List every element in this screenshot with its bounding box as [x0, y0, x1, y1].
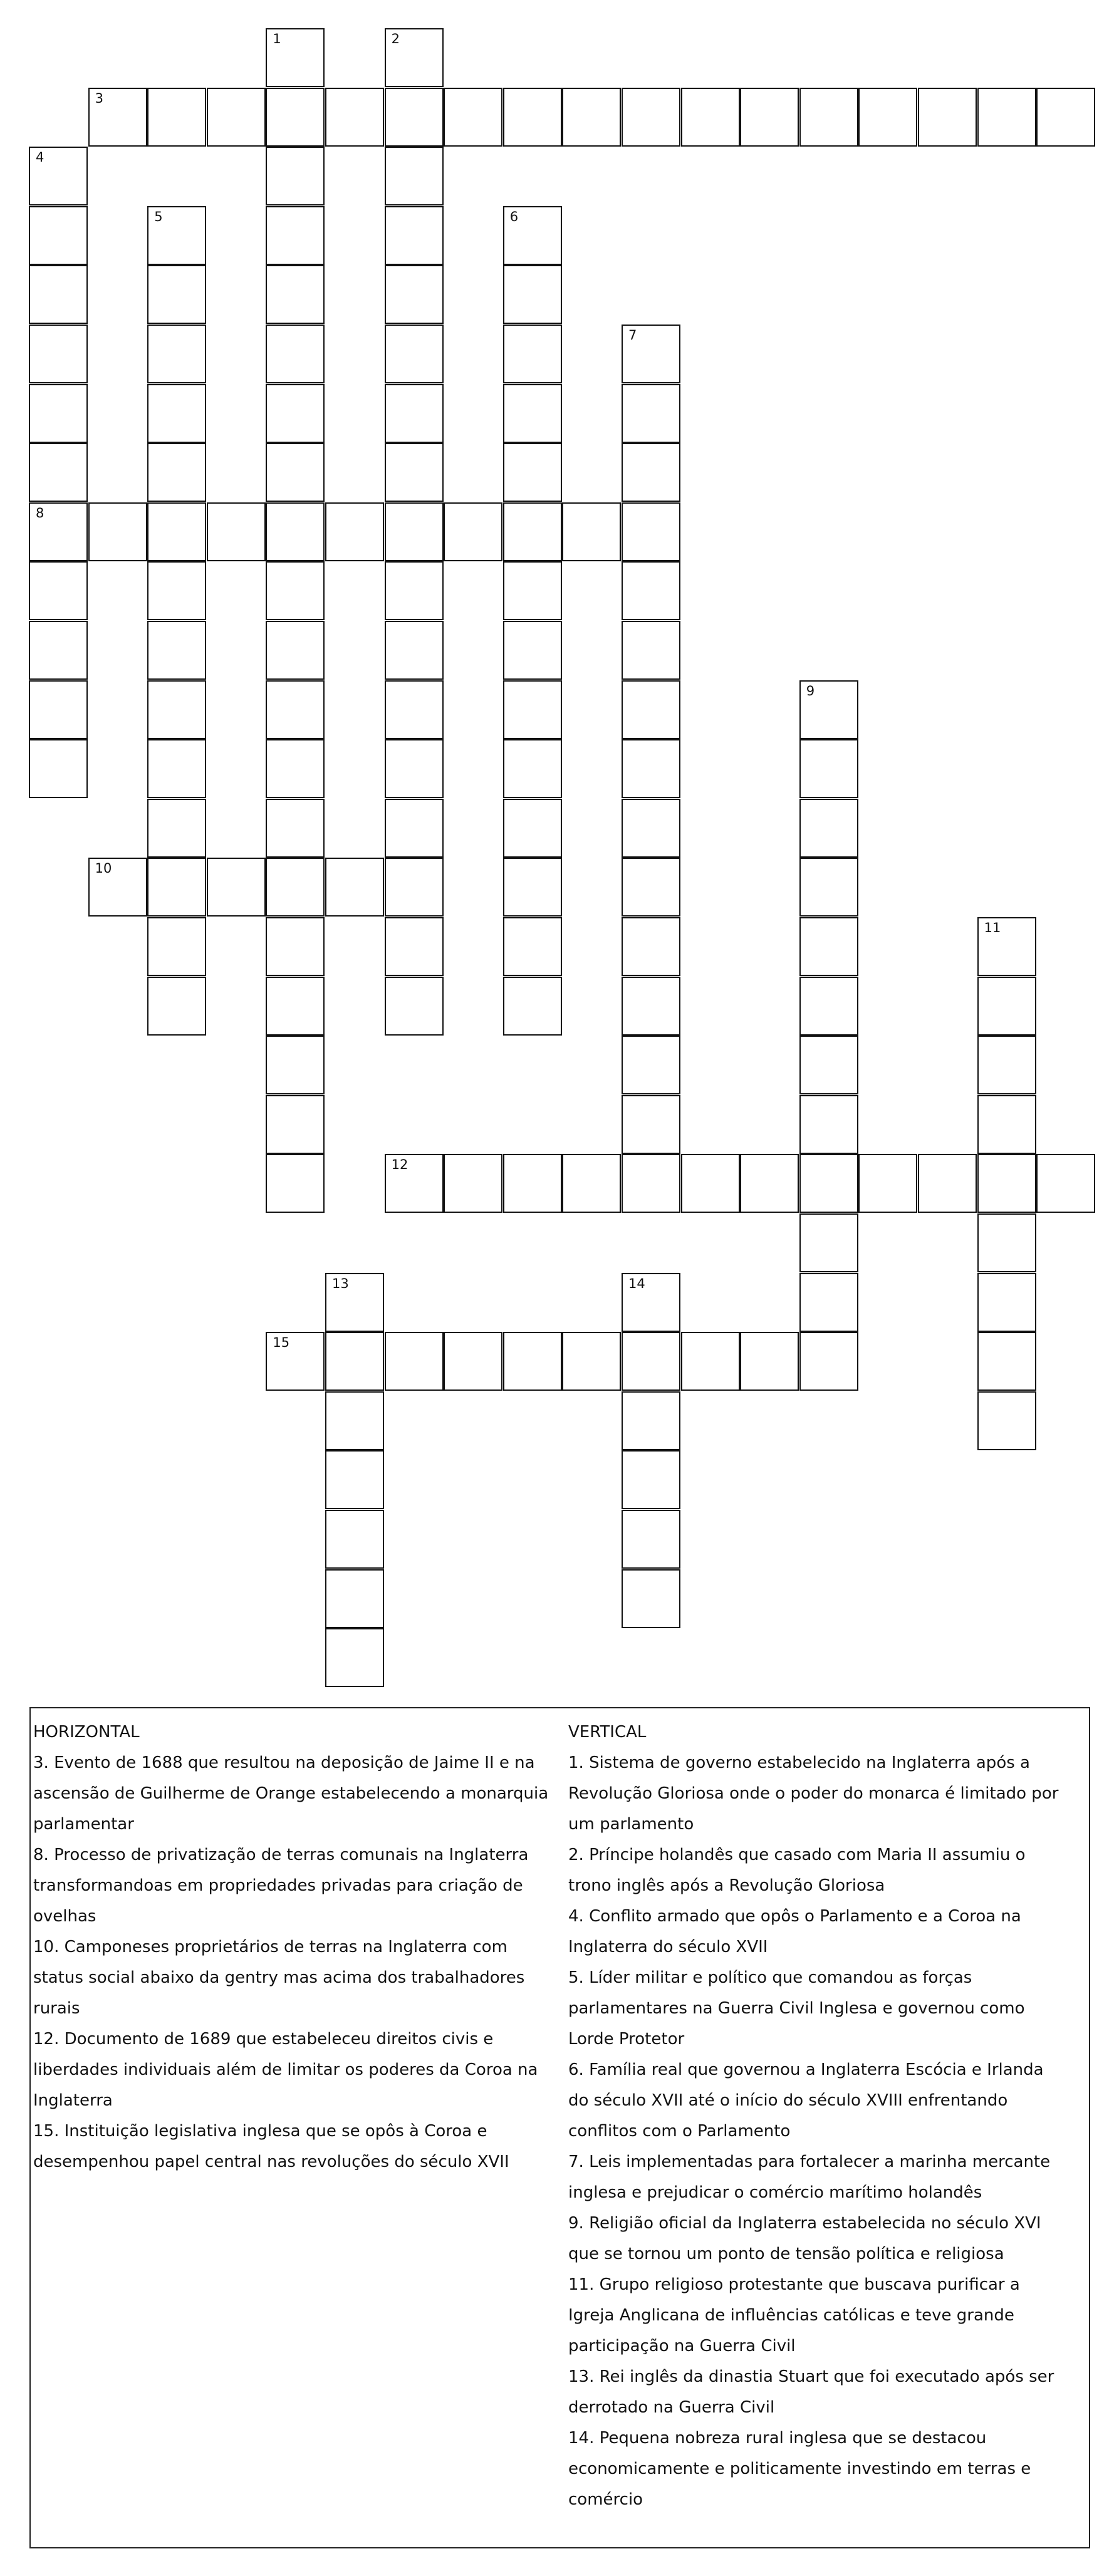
horizontal-clue-list	[33, 1748, 560, 2178]
clue-number: 2	[391, 31, 400, 46]
grid-cell[interactable]	[266, 443, 325, 502]
grid-cell[interactable]	[266, 206, 325, 265]
grid-cell[interactable]	[29, 502, 88, 561]
grid-cell[interactable]	[266, 1095, 325, 1154]
grid-cell[interactable]	[799, 1036, 858, 1094]
vertical-clue-line: Inglaterra do século XVII	[568, 1938, 768, 1956]
vertical-clue-line: comércio	[568, 2490, 643, 2509]
grid-cell[interactable]	[147, 265, 206, 324]
grid-cell[interactable]	[622, 502, 680, 561]
grid-cell[interactable]	[799, 88, 858, 147]
grid-cell[interactable]	[266, 1154, 325, 1213]
grid-cell[interactable]	[503, 265, 562, 324]
grid-cell[interactable]	[918, 1154, 977, 1213]
grid-cell[interactable]	[266, 1036, 325, 1094]
grid-cell[interactable]	[266, 265, 325, 324]
grid-cell[interactable]	[562, 88, 621, 147]
grid-cell[interactable]	[622, 1154, 680, 1213]
vertical-clue-line: que se tornou um ponto de tensão política e religiosa	[568, 2245, 1004, 2263]
grid-cell[interactable]	[385, 502, 444, 561]
grid-cell[interactable]	[385, 799, 444, 858]
grid-cell[interactable]	[385, 325, 444, 383]
horizontal-clue-line: desempenhou papel central nas revoluções do século XVII	[33, 2153, 509, 2171]
vertical-clue-line: economicamente e politicamente investindo em terras e	[568, 2459, 1031, 2478]
grid-cell[interactable]	[799, 858, 858, 917]
grid-cell[interactable]	[266, 917, 325, 976]
grid-cell[interactable]	[29, 561, 88, 620]
grid-cell[interactable]	[503, 443, 562, 502]
grid-cell[interactable]	[503, 680, 562, 739]
vertical-clue-line: Revolução Gloriosa onde o poder do monarca é limitado por	[568, 1784, 1059, 1803]
grid-cell[interactable]	[207, 502, 266, 561]
clue-number: 7	[628, 328, 637, 343]
clues-box	[29, 1707, 1090, 2548]
grid-cell[interactable]	[147, 680, 206, 739]
grid-cell[interactable]	[266, 502, 325, 561]
grid-cell[interactable]	[622, 1569, 680, 1628]
vertical-clue-list	[568, 1748, 1087, 2515]
grid-cell[interactable]	[147, 325, 206, 383]
grid-cell[interactable]	[385, 680, 444, 739]
vertical-clue-line: parlamentares na Guerra Civil Inglesa e governou como	[568, 1999, 1025, 2018]
vertical-clues	[568, 1717, 1087, 2515]
grid-cell[interactable]	[147, 917, 206, 976]
clue-number: 15	[273, 1335, 290, 1351]
vertical-title: VERTICAL	[568, 1723, 647, 1742]
grid-cell[interactable]	[918, 88, 977, 147]
grid-cell[interactable]	[147, 206, 206, 265]
grid-cell[interactable]	[622, 1036, 680, 1094]
grid-cell[interactable]	[1036, 88, 1095, 147]
grid-cell[interactable]	[444, 1332, 502, 1391]
grid-cell[interactable]	[325, 1273, 384, 1332]
horizontal-clue-line: 10. Camponeses proprietários de terras na Inglaterra com	[33, 1938, 507, 1956]
vertical-clue-line: 2. Príncipe holandês que casado com Maria II assumiu o	[568, 1846, 1026, 1864]
grid-cell[interactable]	[385, 1154, 444, 1213]
vertical-clue-line: 14. Pequena nobreza rural inglesa que se destacou	[568, 2429, 987, 2448]
grid-cell[interactable]	[503, 502, 562, 561]
vertical-clue-line: 1. Sistema de governo estabelecido na Inglaterra após a	[568, 1753, 1030, 1772]
grid-cell[interactable]	[977, 88, 1036, 147]
grid-cell[interactable]	[88, 858, 147, 917]
grid-cell[interactable]	[385, 1332, 444, 1391]
grid-cell[interactable]	[29, 147, 88, 205]
horizontal-clue-line: 15. Instituição legislativa inglesa que se opôs à Coroa e	[33, 2122, 487, 2141]
grid-cell[interactable]	[88, 88, 147, 147]
grid-cell[interactable]	[385, 621, 444, 680]
grid-cell[interactable]	[503, 206, 562, 265]
horizontal-clue-line: parlamentar	[33, 1815, 134, 1834]
grid-cell[interactable]	[266, 858, 325, 917]
horizontal-clue-line: transformandoas em propriedades privadas para criação de	[33, 1876, 523, 1895]
grid-cell[interactable]	[622, 1273, 680, 1332]
grid-cell[interactable]	[799, 799, 858, 858]
grid-cell[interactable]	[88, 502, 147, 561]
grid-cell[interactable]	[977, 917, 1036, 976]
grid-cell[interactable]	[977, 1036, 1036, 1094]
grid-cell[interactable]	[147, 621, 206, 680]
grid-cell[interactable]	[266, 1332, 325, 1391]
vertical-clue-line: participação na Guerra Civil	[568, 2337, 796, 2355]
clue-number: 10	[95, 861, 112, 876]
grid-cell[interactable]	[503, 325, 562, 383]
grid-cell[interactable]	[622, 621, 680, 680]
horizontal-clue-line: 12. Documento de 1689 que estabeleceu direitos civis e	[33, 2030, 494, 2049]
grid-cell[interactable]	[799, 977, 858, 1036]
grid-cell[interactable]	[385, 384, 444, 443]
grid-cell[interactable]	[503, 799, 562, 858]
grid-cell[interactable]	[858, 1154, 917, 1213]
vertical-clue-line: 9. Religião oficial da Inglaterra estabelecida no século XVI	[568, 2214, 1041, 2233]
grid-cell[interactable]	[147, 384, 206, 443]
grid-cell[interactable]	[147, 502, 206, 561]
grid-cell[interactable]	[385, 28, 444, 87]
grid-cell[interactable]	[29, 739, 88, 798]
vertical-clue-line: 13. Rei inglês da dinastia Stuart que foi executado após ser	[568, 2367, 1054, 2386]
grid-cell[interactable]	[385, 206, 444, 265]
grid-cell[interactable]	[207, 88, 266, 147]
clue-number: 4	[36, 150, 44, 165]
grid-cell[interactable]	[444, 88, 502, 147]
grid-cell[interactable]	[444, 1154, 502, 1213]
grid-cell[interactable]	[266, 88, 325, 147]
grid-cell[interactable]	[29, 206, 88, 265]
grid-cell[interactable]	[147, 739, 206, 798]
grid-cell[interactable]	[385, 917, 444, 976]
grid-cell[interactable]	[503, 88, 562, 147]
grid-cell[interactable]	[799, 1213, 858, 1272]
grid-cell[interactable]	[681, 88, 740, 147]
grid-cell[interactable]	[622, 561, 680, 620]
grid-cell[interactable]	[503, 1332, 562, 1391]
grid-cell[interactable]	[977, 1095, 1036, 1154]
grid-cell[interactable]	[503, 917, 562, 976]
vertical-clue-line: Igreja Anglicana de influências católicas e teve grande	[568, 2306, 1014, 2325]
clue-number: 3	[95, 90, 103, 106]
grid-cell[interactable]	[325, 1628, 384, 1687]
vertical-clue-line: Lorde Protetor	[568, 2030, 685, 2049]
clue-number: 13	[332, 1275, 349, 1291]
grid-cell[interactable]	[977, 977, 1036, 1036]
grid-cell[interactable]	[29, 680, 88, 739]
grid-cell[interactable]	[385, 443, 444, 502]
grid-cell[interactable]	[977, 1332, 1036, 1391]
grid-cell[interactable]	[622, 88, 680, 147]
grid-cell[interactable]	[266, 799, 325, 858]
clue-number: 14	[628, 1275, 645, 1291]
grid-cell[interactable]	[325, 502, 384, 561]
grid-cell[interactable]	[266, 621, 325, 680]
grid-cell[interactable]	[503, 739, 562, 798]
horizontal-clue-line: liberdades individuais além de limitar os poderes da Coroa na	[33, 2060, 538, 2079]
grid-cell[interactable]	[622, 1391, 680, 1450]
grid-cell[interactable]	[385, 977, 444, 1036]
grid-cell[interactable]	[147, 799, 206, 858]
grid-cell[interactable]	[977, 1391, 1036, 1450]
grid-cell[interactable]	[325, 1391, 384, 1450]
grid-cell[interactable]	[622, 1450, 680, 1509]
clue-number: 1	[273, 31, 281, 46]
grid-cell[interactable]	[622, 917, 680, 976]
grid-cell[interactable]	[622, 1095, 680, 1154]
grid-cell[interactable]	[385, 265, 444, 324]
grid-cell[interactable]	[503, 384, 562, 443]
vertical-clue-line: conflitos com o Parlamento	[568, 2122, 791, 2141]
clue-number: 12	[391, 1157, 409, 1173]
vertical-clue-line: do século XVII até o início do século XVIII enfrentando	[568, 2091, 1008, 2110]
grid-cell[interactable]	[503, 621, 562, 680]
horizontal-clue-line: Inglaterra	[33, 2091, 113, 2110]
grid-cell[interactable]	[266, 561, 325, 620]
horizontal-clue-line: 3. Evento de 1688 que resultou na deposição de Jaime II e na	[33, 1753, 535, 1772]
grid-cell[interactable]	[325, 858, 384, 917]
grid-cell[interactable]	[799, 917, 858, 976]
clue-number: 5	[154, 209, 163, 224]
clue-number: 9	[806, 683, 815, 699]
horizontal-clue-line: rurais	[33, 1999, 80, 2018]
grid-cell[interactable]	[799, 1273, 858, 1332]
grid-cell[interactable]	[385, 739, 444, 798]
vertical-clue-line: derrotado na Guerra Civil	[568, 2398, 775, 2417]
grid-cell[interactable]	[740, 88, 799, 147]
horizontal-clue-line: status social abaixo da gentry mas acima dos trabalhadores	[33, 1968, 525, 1987]
grid-cell[interactable]	[622, 858, 680, 917]
clue-number: 11	[984, 920, 1001, 935]
grid-cell[interactable]	[385, 858, 444, 917]
grid-cell[interactable]	[29, 443, 88, 502]
grid-cell[interactable]	[681, 1332, 740, 1391]
grid-cell[interactable]	[29, 265, 88, 324]
grid-cell[interactable]	[977, 1213, 1036, 1272]
grid-cell[interactable]	[977, 1273, 1036, 1332]
horizontal-clue-line: ovelhas	[33, 1907, 96, 1926]
grid-cell[interactable]	[858, 88, 917, 147]
grid-cell[interactable]	[503, 977, 562, 1036]
vertical-clue-line: 11. Grupo religioso protestante que buscava purificar a	[568, 2275, 1020, 2294]
grid-cell[interactable]	[681, 1154, 740, 1213]
horizontal-clue-line: ascensão de Guilherme de Orange estabelecendo a monarquia	[33, 1784, 549, 1803]
grid-cell[interactable]	[147, 977, 206, 1036]
grid-cell[interactable]	[622, 384, 680, 443]
grid-cell[interactable]	[799, 1095, 858, 1154]
grid-cell[interactable]	[325, 1510, 384, 1569]
grid-cell[interactable]	[29, 384, 88, 443]
grid-cell[interactable]	[29, 621, 88, 680]
grid-cell[interactable]	[622, 739, 680, 798]
grid-cell[interactable]	[207, 858, 266, 917]
grid-cell[interactable]	[562, 1332, 621, 1391]
vertical-clue-line: 7. Leis implementadas para fortalecer a marinha mercante	[568, 2153, 1051, 2171]
horizontal-title: HORIZONTAL	[33, 1723, 140, 1742]
grid-cell[interactable]	[385, 88, 444, 147]
grid-cell[interactable]	[562, 1154, 621, 1213]
grid-cell[interactable]	[266, 384, 325, 443]
horizontal-clues	[33, 1717, 560, 2178]
grid-cell[interactable]	[325, 88, 384, 147]
clue-number: 8	[36, 505, 44, 521]
grid-cell[interactable]	[266, 680, 325, 739]
grid-cell[interactable]	[622, 977, 680, 1036]
grid-cell[interactable]	[147, 88, 206, 147]
grid-cell[interactable]	[325, 1450, 384, 1509]
vertical-clue-line: 5. Líder militar e político que comandou as forças	[568, 1968, 972, 1987]
grid-cell[interactable]	[799, 1154, 858, 1213]
grid-cell[interactable]	[325, 1332, 384, 1391]
grid-cell[interactable]	[503, 1154, 562, 1213]
horizontal-clue-line: 8. Processo de privatização de terras comunais na Inglaterra	[33, 1846, 529, 1864]
grid-cell[interactable]	[266, 28, 325, 87]
grid-cell[interactable]	[444, 502, 502, 561]
grid-cell[interactable]	[799, 739, 858, 798]
grid-cell[interactable]	[562, 502, 621, 561]
grid-cell[interactable]	[147, 443, 206, 502]
grid-cell[interactable]	[147, 858, 206, 917]
grid-cell[interactable]	[1036, 1154, 1095, 1213]
grid-cell[interactable]	[266, 325, 325, 383]
grid-cell[interactable]	[977, 1154, 1036, 1213]
clue-number: 6	[509, 209, 519, 224]
vertical-clue-line: 4. Conflito armado que opôs o Parlamento e a Coroa na	[568, 1907, 1021, 1926]
grid-cell[interactable]	[740, 1154, 799, 1213]
grid-cell[interactable]	[266, 739, 325, 798]
grid-cell[interactable]	[799, 680, 858, 739]
vertical-clue-line: inglesa e prejudicar o comércio marítimo holandês	[568, 2183, 982, 2202]
grid-cell[interactable]	[622, 443, 680, 502]
grid-cell[interactable]	[385, 561, 444, 620]
grid-cell[interactable]	[266, 977, 325, 1036]
grid-cell[interactable]	[622, 1510, 680, 1569]
vertical-clue-line: um parlamento	[568, 1815, 694, 1834]
grid-cell[interactable]	[799, 1332, 858, 1391]
vertical-clue-line: trono inglês após a Revolução Gloriosa	[568, 1876, 885, 1895]
grid-cell[interactable]	[266, 147, 325, 205]
grid-cell[interactable]	[503, 561, 562, 620]
grid-cell[interactable]	[503, 858, 562, 917]
grid-cell[interactable]	[622, 680, 680, 739]
grid-cell[interactable]	[740, 1332, 799, 1391]
grid-cell[interactable]	[385, 147, 444, 205]
grid-cell[interactable]	[325, 1569, 384, 1628]
grid-cell[interactable]	[29, 325, 88, 383]
grid-cell[interactable]	[147, 561, 206, 620]
vertical-clue-line: 6. Família real que governou a Inglaterra Escócia e Irlanda	[568, 2060, 1044, 2079]
grid-cell[interactable]	[622, 325, 680, 383]
grid-cell[interactable]	[622, 1332, 680, 1391]
grid-cell[interactable]	[622, 799, 680, 858]
